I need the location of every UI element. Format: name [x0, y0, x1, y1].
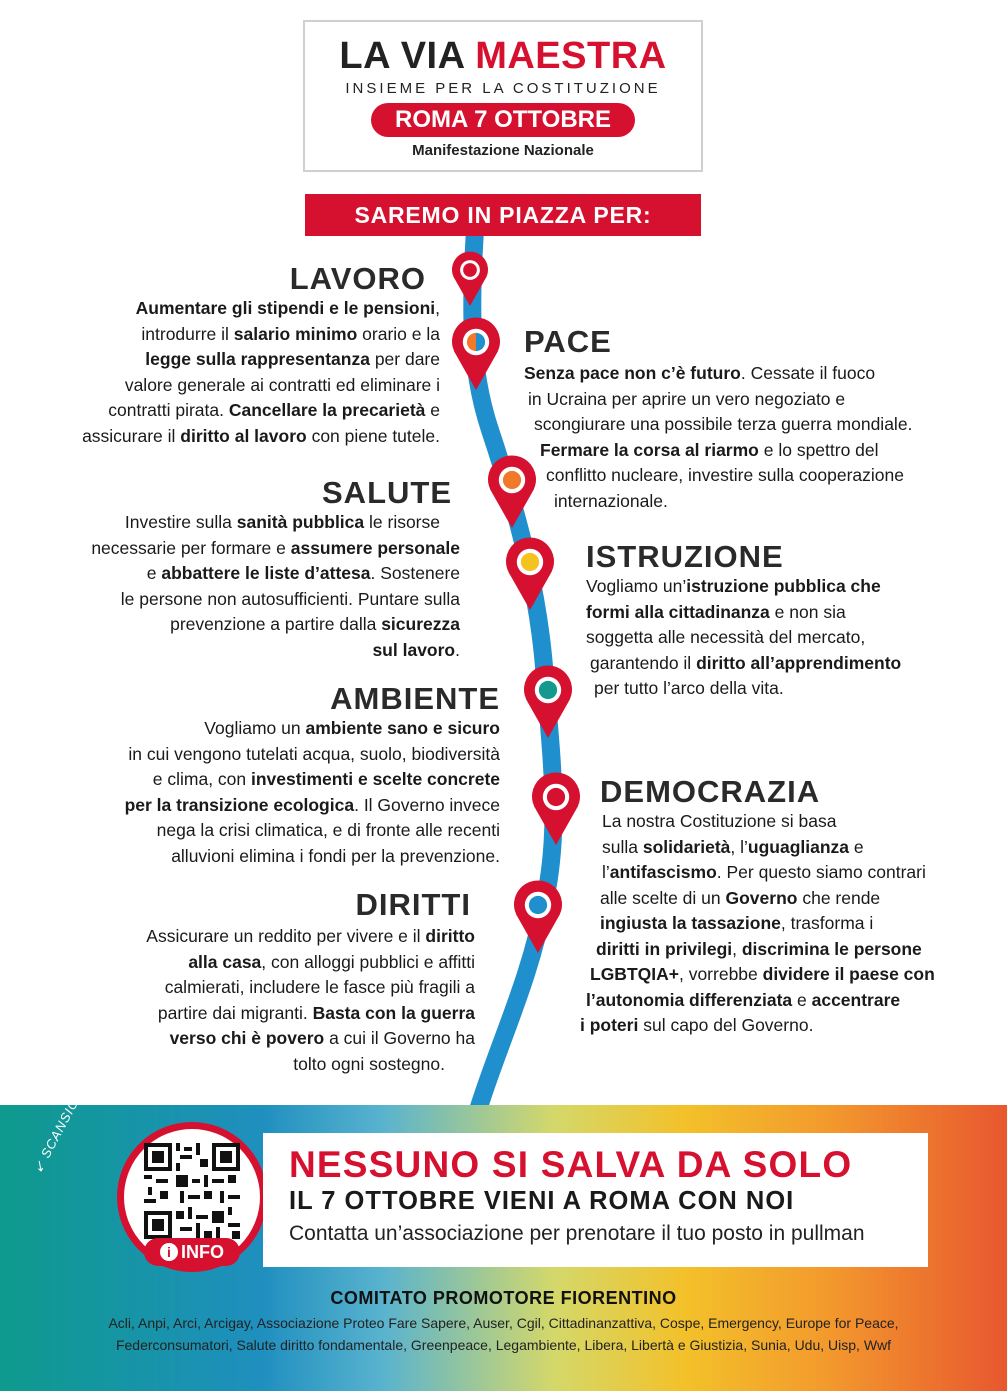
- pin-istruzione-icon: [504, 536, 556, 612]
- cta-box: [263, 1133, 928, 1267]
- info-icon: i: [160, 1243, 178, 1261]
- pin-pace-icon: [450, 316, 502, 392]
- committee-members: Acli, Anpi, Arci, Arcigay, Associazione Proteo Fare Sapere, Auser, Cgil, Cittadinanzattiva, Cospe, Emergency, Europe for Peace, Federconsumatori, Salute diritto fondamentale, Greenpeace, Legambiente, Libera, Libertà e Giustizia, Sunia, Udu, Uisp, Wwf: [108, 1315, 899, 1353]
- title-part2: MAESTRA: [475, 35, 667, 77]
- banner: SAREMO IN PIAZZA PER:: [305, 194, 701, 236]
- section-title: DEMOCRAZIA: [600, 774, 821, 809]
- title-part1: LA VIA: [339, 35, 465, 77]
- cta-title: NESSUNO SI SALVA DA SOLO: [289, 1144, 853, 1185]
- section-body: Senza pace non c’è futuro. Cessate il fuoco in Ucraina per aprire un vero negoziato e scongiurare una possibile terza guerra mondiale. Fermare la corsa al riarmo e lo spettro del conflitto nucleare, investire sulla cooperazione internazionale.: [524, 363, 913, 511]
- section-istruzione: [586, 540, 966, 702]
- section-body: Aumentare gli stipendi e le pensioni, introdurre il salario minimo orario e la legge sulla rappresentanza per dare valore generale ai contratti ed eliminare i contratti pirata. Cancellare la precarietà e assicurare il diritto al lavoro con piene tutele.: [82, 298, 440, 446]
- committee-title: COMITATO PROMOTORE FIORENTINO: [330, 1288, 677, 1308]
- info-badge[interactable]: i INFO: [144, 1238, 240, 1266]
- qr-code-icon[interactable]: [144, 1143, 240, 1239]
- section-democrazia: [580, 775, 980, 1039]
- scan-label: ↙ SCANSIONA: [30, 1077, 92, 1176]
- event-type: Manifestazione Nazionale: [412, 142, 594, 159]
- section-body: Vogliamo un ambiente sano e sicuro in cui vengono tutelati acqua, suolo, biodiversità e clima, con investimenti e scelte concrete per la transizione ecologica. Il Governo invece nega la crisi climatica, e di fronte alle recenti alluvioni elimina i fondi per la prevenzione.: [124, 718, 500, 866]
- section-title: DIRITTI: [355, 887, 471, 922]
- section-title: AMBIENTE: [330, 681, 500, 716]
- date-pill: ROMA 7 OTTOBRE: [371, 103, 635, 137]
- subtitle: INSIEME PER LA COSTITUZIONE: [345, 80, 661, 97]
- pin-diritti-icon: [512, 879, 564, 955]
- section-diritti: [70, 888, 475, 1077]
- cta-subtitle: IL 7 OTTOBRE VIENI A ROMA CON NOI: [289, 1187, 795, 1215]
- pin-ambiente-icon: [522, 664, 574, 740]
- section-body: Assicurare un reddito per vivere e il diritto alla casa, con alloggi pubblici e affitti calmierati, includere le fasce più fragili a partire dai migranti. Basta con la guerra verso chi è povero a cui il Governo ha tolto ogni sostegno.: [146, 926, 475, 1074]
- section-title: LAVORO: [289, 261, 426, 296]
- section-title: ISTRUZIONE: [586, 539, 784, 574]
- section-body: Investire sulla sanità pubblica le risorse necessarie per formare e assumere personale e abbattere le liste d’attesa. Sostenere le persone non autosufficienti. Puntare sulla prevenzione a partire dalla sicurezza sul lavoro.: [91, 512, 460, 660]
- section-title: SALUTE: [322, 475, 452, 510]
- section-lavoro: [40, 262, 440, 449]
- pin-democrazia-icon: [530, 771, 582, 847]
- cta-note: Contatta un’associazione per prenotare il tuo posto in pullman: [289, 1222, 865, 1245]
- section-title: PACE: [524, 324, 612, 359]
- section-body: Vogliamo un’istruzione pubblica che formi alla cittadinanza e non sia soggetta alle necessità del mercato, garantendo il diritto all’apprendimento per tutto l’arco della vita.: [586, 576, 902, 698]
- section-ambiente: [70, 682, 500, 869]
- section-body: La nostra Costituzione si basa sulla solidarietà, l’uguaglianza e l’antifascismo. Per questo siamo contrari alle scelte di un Governo che rende ingiusta la tassazione, trasforma i diritti in privilegi, discrimina le persone LGBTQIA+, vorrebbe dividere il paese con l’autonomia differenziata e accentrare i poteri sul capo del Governo.: [580, 811, 935, 1035]
- main-title: [305, 36, 701, 76]
- section-pace: [524, 325, 964, 514]
- header-box: [303, 20, 703, 172]
- pin-lavoro-icon: [450, 250, 490, 308]
- section-salute: [40, 476, 460, 663]
